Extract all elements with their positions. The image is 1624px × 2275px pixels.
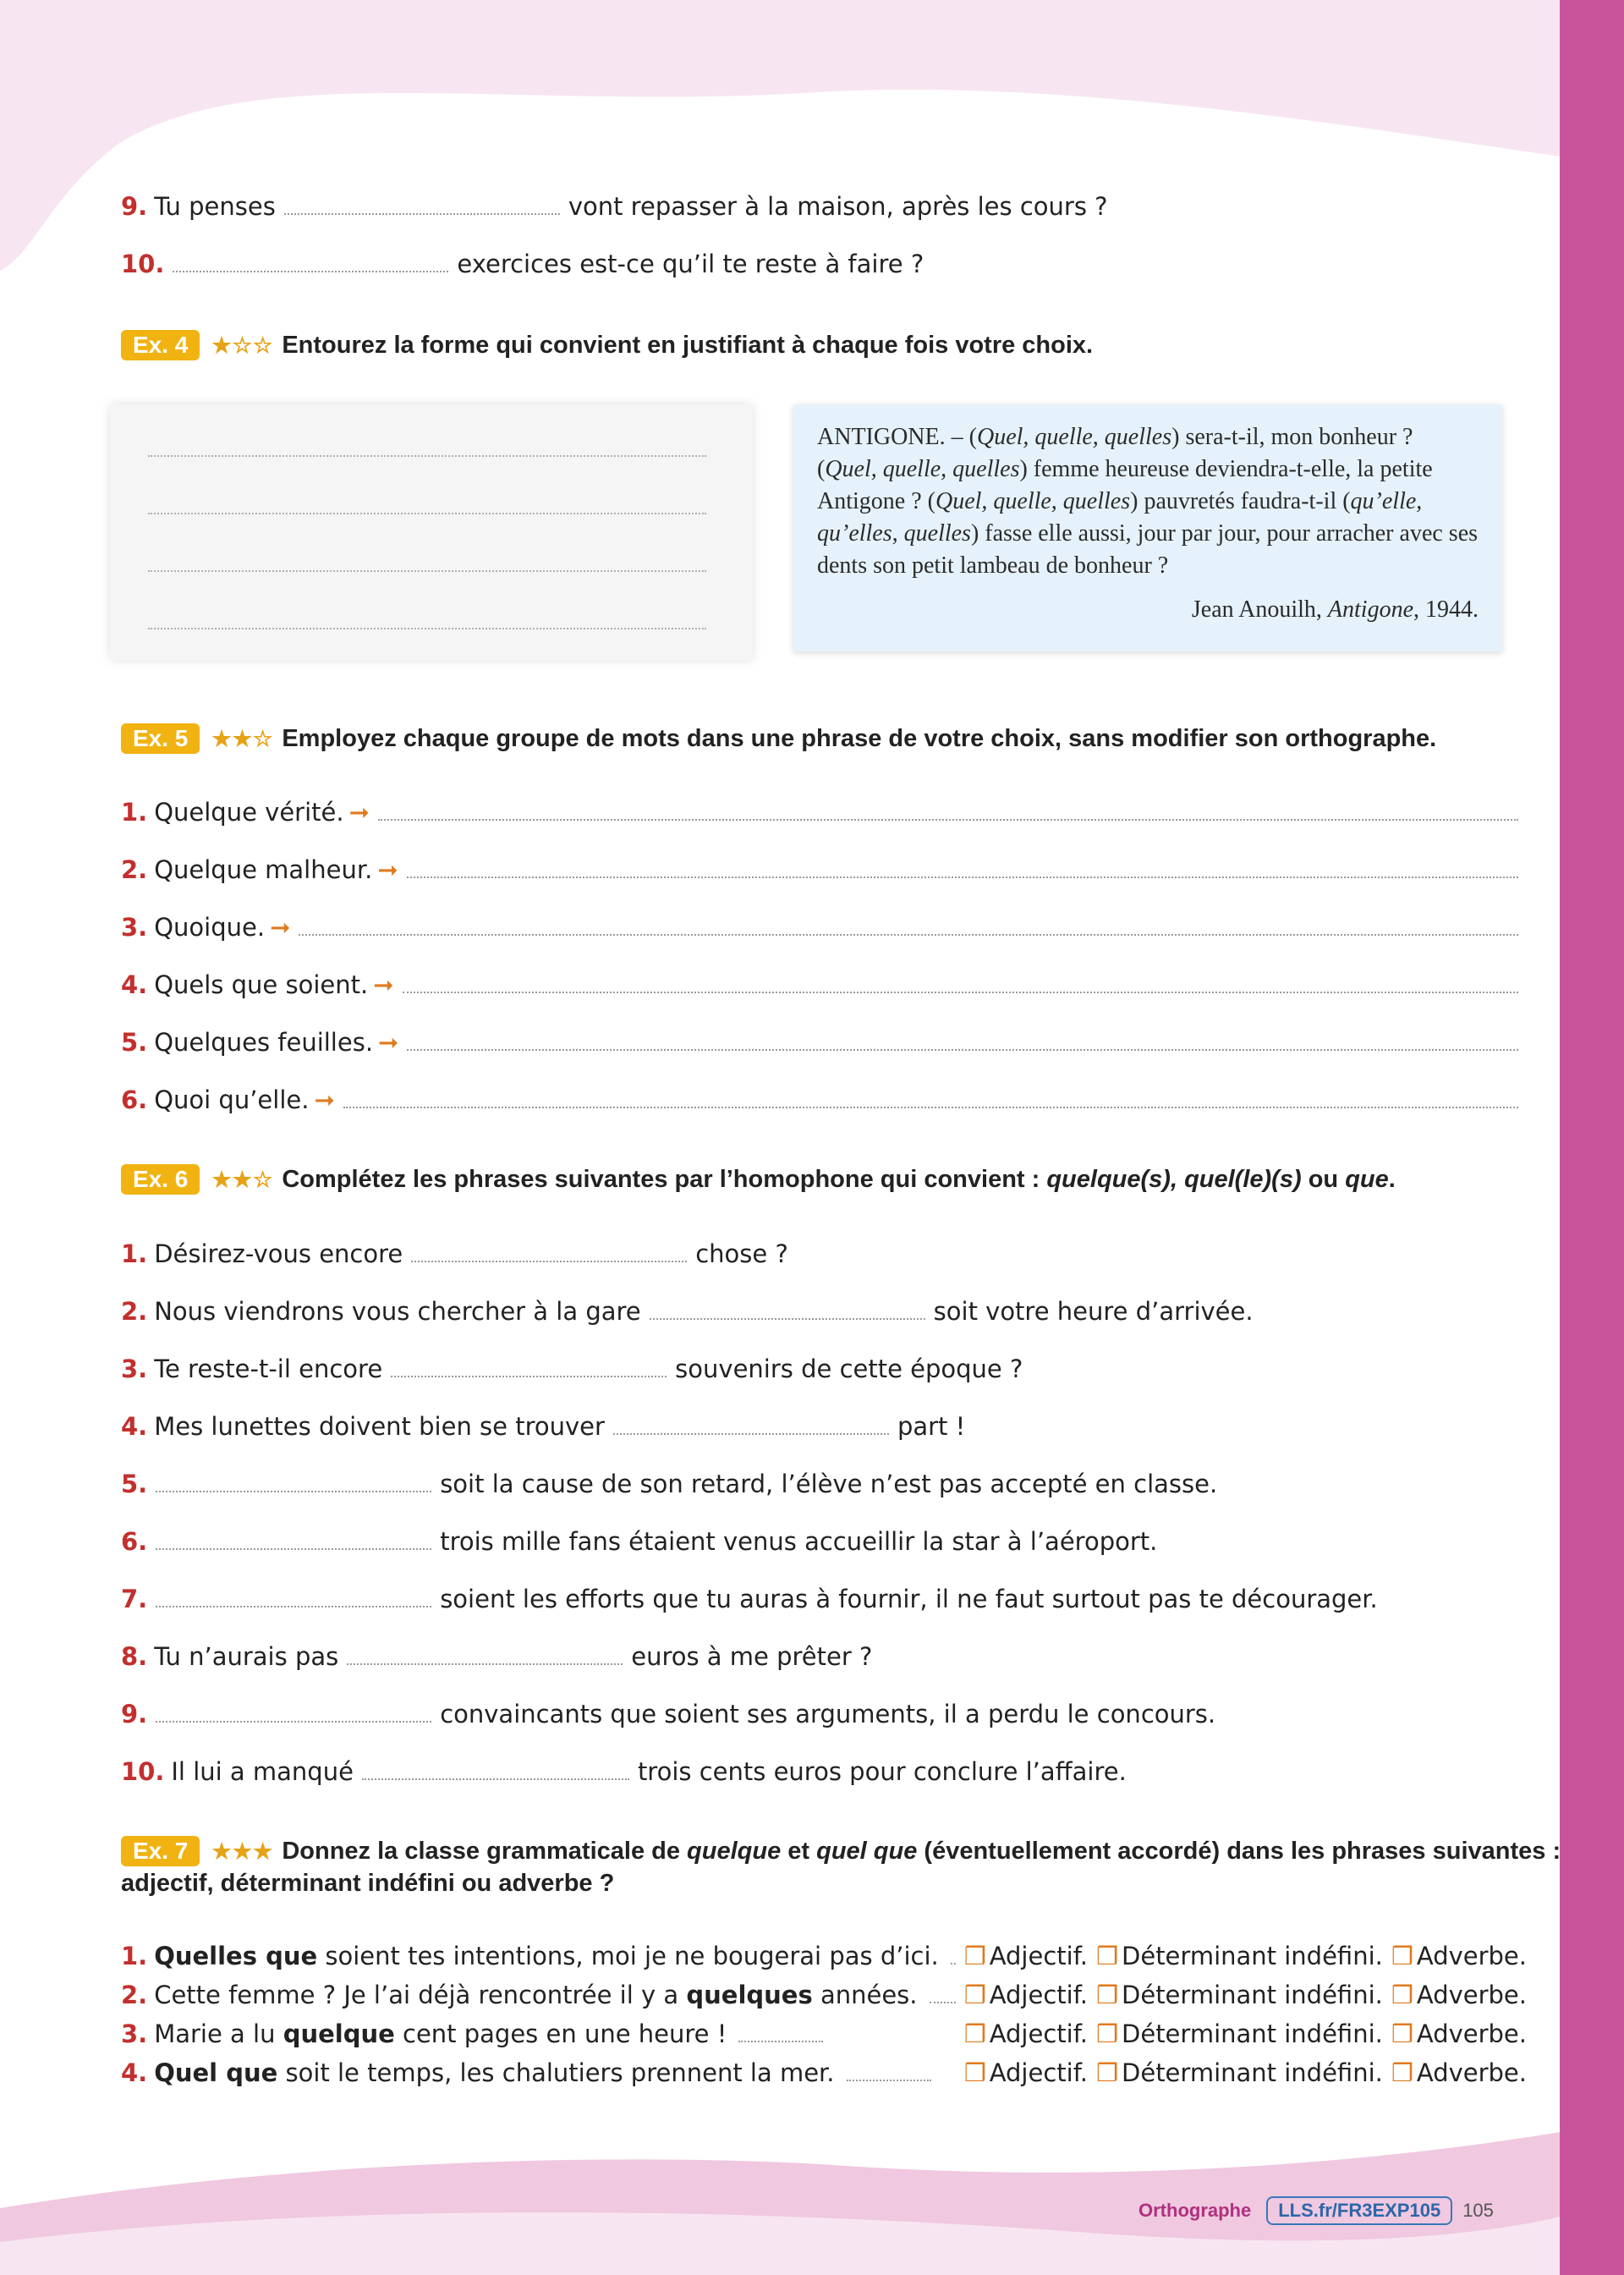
item-text-after: trois mille fans étaient venus accueillir la star à l’aéroport.	[440, 1527, 1158, 1556]
answer-blank[interactable]	[343, 1106, 1518, 1108]
ex5-item	[121, 970, 1527, 1000]
exercise-instruction: adjectif, déterminant indéfini ou adverbe ?	[121, 1870, 615, 1897]
answer-blank[interactable]	[951, 1962, 956, 1965]
item-text-before: Nous viendrons vous chercher à la gare	[154, 1297, 641, 1326]
item-text-after: chose ?	[695, 1239, 788, 1268]
item-number: 7.	[121, 1585, 148, 1613]
difficulty-stars-icon: ★★☆	[211, 1166, 274, 1192]
item-number: 9.	[121, 192, 148, 221]
item-text-before: Tu n’aurais pas	[154, 1642, 339, 1671]
item-number: 5.	[121, 1028, 148, 1057]
ex6-item	[121, 1354, 1023, 1384]
checkbox-icon[interactable]: ❒	[963, 1981, 986, 2009]
class-options	[964, 2019, 1527, 2049]
item-number: 10.	[121, 250, 165, 278]
class-options	[964, 2058, 1527, 2088]
answer-blank[interactable]	[391, 1375, 667, 1377]
option-adjectif[interactable]: ❒ Adjectif.	[963, 2019, 1089, 2048]
item-number: 9.	[121, 1700, 148, 1728]
option-adjectif[interactable]: ❒ Adjectif.	[963, 2058, 1089, 2087]
ex7-header	[121, 1836, 1561, 1866]
arrow-icon: ➞	[348, 798, 370, 827]
answer-line[interactable]	[148, 455, 706, 457]
item-number: 6.	[121, 1085, 148, 1114]
exercise-badge: Ex. 5	[121, 723, 200, 754]
exercise-instruction: Entourez la forme qui convient en justifiant à chaque fois votre choix.	[282, 331, 1094, 359]
arrow-icon: ➞	[377, 855, 398, 884]
ex6-item	[121, 1699, 1215, 1729]
arrow-icon: ➞	[314, 1085, 335, 1114]
answer-blank[interactable]	[407, 1048, 1518, 1051]
item-text-before: Tu penses	[154, 192, 276, 221]
checkbox-icon[interactable]: ❒	[1096, 1981, 1119, 2009]
option-adverbe[interactable]: ❒ Adverbe.	[1391, 1942, 1527, 1970]
answer-blank[interactable]	[930, 2001, 956, 2003]
answer-blank[interactable]	[362, 1778, 629, 1780]
item-text-after: trois cents euros pour conclure l’affaire.	[637, 1757, 1127, 1786]
item-sentence: Marie a lu quelque cent pages en une heure !	[154, 2019, 727, 2048]
answer-blank[interactable]	[156, 1547, 431, 1550]
ex5-item	[121, 1027, 1527, 1058]
answer-blank[interactable]	[411, 1260, 687, 1262]
footer-subject: Orthographe	[1138, 2200, 1252, 2221]
item-number: 1.	[121, 798, 148, 827]
page-number: 105	[1462, 2200, 1494, 2221]
exercise-instruction: Employez chaque groupe de mots dans une phrase de votre choix, sans modifier son orthographe.	[282, 724, 1437, 752]
answer-line[interactable]	[148, 570, 706, 572]
item-number: 2.	[121, 855, 148, 884]
answer-blank[interactable]	[650, 1317, 925, 1320]
answer-blank[interactable]	[378, 818, 1518, 821]
answer-blank[interactable]	[613, 1432, 889, 1435]
ex7-item	[121, 2019, 1527, 2049]
answer-blank[interactable]	[403, 991, 1518, 993]
ex3-item-9	[121, 191, 1108, 222]
ex6-item	[121, 1526, 1157, 1557]
ex5-item	[121, 797, 1527, 827]
ex6-item	[121, 1641, 872, 1672]
option-adverbe[interactable]: ❒ Adverbe.	[1391, 2058, 1527, 2087]
option-adjectif[interactable]: ❒ Adjectif.	[963, 1942, 1089, 1970]
ex7-item	[121, 2058, 1527, 2088]
exercise-instruction: Complétez les phrases suivantes par l’homophone qui convient : quelque(s), quel(le)(s) ou que.	[282, 1165, 1396, 1193]
option-determinant[interactable]: ❒ Déterminant indéfini.	[1096, 2058, 1383, 2087]
side-accent-band	[1560, 0, 1624, 2275]
difficulty-stars-icon: ★☆☆	[211, 332, 274, 358]
item-text: Quelques feuilles.	[154, 1028, 374, 1057]
ex7-item	[121, 1941, 1527, 1971]
exercise-badge: Ex. 7	[121, 1836, 200, 1866]
item-text-after: soit la cause de son retard, l’élève n’est pas accepté en classe.	[440, 1470, 1218, 1498]
answer-blank[interactable]	[847, 2079, 931, 2081]
item-text-after: vont repasser à la maison, après les cours ?	[568, 192, 1108, 221]
page-footer	[1138, 2196, 1494, 2225]
checkbox-icon[interactable]: ❒	[963, 2058, 986, 2087]
arrow-icon: ➞	[270, 913, 291, 942]
answer-blank[interactable]	[156, 1720, 431, 1723]
answer-blank[interactable]	[299, 933, 1518, 936]
ex6-item	[121, 1296, 1254, 1327]
item-number: 3.	[121, 2019, 148, 2048]
item-number: 4.	[121, 970, 148, 999]
option-adverbe[interactable]: ❒ Adverbe.	[1391, 1981, 1527, 2009]
item-text-after: euros à me prêter ?	[631, 1642, 873, 1671]
ex3-item-10	[121, 249, 924, 279]
option-determinant[interactable]: ❒ Déterminant indéfini.	[1096, 1981, 1383, 2009]
item-text-before: Il lui a manqué	[171, 1757, 354, 1786]
checkbox-icon[interactable]: ❒	[1391, 1942, 1413, 1970]
exercise-instruction: Donnez la classe grammaticale de quelque et quel que (éventuellement accordé) dans les phrases suivantes :	[282, 1837, 1561, 1865]
quote-text: ANTIGONE. – (Quel, quelle, quelles) sera-t-il, mon bonheur ? (Quel, quelle, quelles) femme heureuse deviendra-t-elle, la petite Antigone ? (Quel, quelle, quelles) pauvretés faudra-t-il (qu’elle, qu’elles, quelles) fasse elle aussi, jour par jour, pour arracher avec ses dents son petit lambeau de bonheur ?	[817, 424, 1479, 579]
option-determinant[interactable]: ❒ Déterminant indéfini.	[1096, 1942, 1383, 1970]
answer-blank[interactable]	[173, 270, 448, 272]
item-number: 3.	[121, 1355, 148, 1383]
option-determinant[interactable]: ❒ Déterminant indéfini.	[1096, 2019, 1383, 2048]
checkbox-icon[interactable]: ❒	[1391, 2058, 1413, 2087]
item-number: 4.	[121, 1412, 148, 1441]
item-number: 6.	[121, 1527, 148, 1556]
ex5-item	[121, 1085, 1527, 1115]
item-sentence: Quel que soit le temps, les chalutiers prennent la mer.	[154, 2058, 835, 2087]
answer-blank[interactable]	[347, 1662, 623, 1665]
answer-blank[interactable]	[156, 1605, 431, 1607]
ex7-header-line2	[121, 1870, 614, 1898]
exercise-badge: Ex. 4	[121, 330, 200, 360]
difficulty-stars-icon: ★★★	[211, 1838, 274, 1864]
checkbox-icon[interactable]: ❒	[963, 2019, 986, 2048]
item-text-before: Désirez-vous encore	[154, 1239, 403, 1268]
item-number: 10.	[121, 1757, 165, 1786]
item-number: 8.	[121, 1642, 148, 1671]
checkbox-icon[interactable]: ❒	[1096, 2019, 1119, 2048]
item-text-after: exercices est-ce qu’il te reste à faire ?	[457, 250, 924, 278]
answer-line[interactable]	[148, 513, 706, 514]
item-text-after: convaincants que soient ses arguments, il a perdu le concours.	[440, 1700, 1216, 1728]
answer-paper	[110, 404, 753, 660]
checkbox-icon[interactable]: ❒	[1096, 2058, 1119, 2087]
option-adjectif[interactable]: ❒ Adjectif.	[963, 1981, 1089, 2009]
item-text: Quels que soient.	[154, 970, 369, 999]
arrow-icon: ➞	[373, 970, 394, 999]
item-text: Quoi qu’elle.	[154, 1085, 310, 1114]
ex7-item	[121, 1980, 1527, 2010]
ex6-header	[121, 1164, 1396, 1195]
item-text: Quelque malheur.	[154, 855, 373, 884]
arrow-icon: ➞	[378, 1028, 399, 1057]
checkbox-icon[interactable]: ❒	[1391, 2019, 1413, 2048]
item-number: 3.	[121, 913, 148, 942]
answer-blank[interactable]	[407, 876, 1518, 878]
footer-link[interactable]: LLS.fr/FR3EXP105	[1266, 2196, 1452, 2225]
item-number: 1.	[121, 1239, 148, 1268]
item-text: Quoique.	[154, 913, 266, 942]
checkbox-icon[interactable]: ❒	[1391, 1981, 1413, 2009]
answer-blank[interactable]	[284, 212, 560, 215]
ex5-item	[121, 912, 1527, 942]
item-text: Quelque vérité.	[154, 798, 344, 827]
class-options	[964, 1941, 1527, 1971]
item-text-after: soient les efforts que tu auras à fournir, il ne faut surtout pas te décourager.	[440, 1585, 1378, 1613]
ex4-header	[121, 330, 1093, 360]
ex6-item	[121, 1239, 788, 1269]
item-text-after: part !	[897, 1412, 966, 1441]
answer-blank[interactable]	[738, 2040, 823, 2042]
answer-blank[interactable]	[156, 1490, 431, 1492]
item-text-after: soit votre heure d’arrivée.	[933, 1297, 1254, 1326]
ex6-item	[121, 1469, 1217, 1499]
answer-line[interactable]	[148, 628, 706, 629]
difficulty-stars-icon: ★★☆	[211, 725, 274, 751]
item-text-before: Mes lunettes doivent bien se trouver	[154, 1412, 605, 1441]
item-number: 2.	[121, 1297, 148, 1326]
exercise-badge: Ex. 6	[121, 1164, 200, 1195]
antigone-quote	[793, 404, 1502, 651]
ex6-item	[121, 1756, 1127, 1787]
ex6-item	[121, 1411, 965, 1442]
item-sentence: Quelles que soient tes intentions, moi je ne bougerai pas d’ici.	[154, 1942, 939, 1970]
quote-source: Jean Anouilh, Antigone, 1944.	[1191, 596, 1479, 623]
option-adverbe[interactable]: ❒ Adverbe.	[1391, 2019, 1527, 2048]
checkbox-icon[interactable]: ❒	[963, 1942, 986, 1970]
item-number: 2.	[121, 1981, 148, 2009]
item-number: 5.	[121, 1470, 148, 1498]
ex6-item	[121, 1584, 1378, 1614]
class-options	[964, 1980, 1527, 2010]
item-text-before: Te reste-t-il encore	[154, 1355, 383, 1383]
item-number: 1.	[121, 1942, 148, 1970]
item-sentence: Cette femme ? Je l’ai déjà rencontrée il y a quelques années.	[154, 1981, 918, 2009]
item-text-after: souvenirs de cette époque ?	[675, 1355, 1023, 1383]
ex5-header	[121, 723, 1436, 754]
item-number: 4.	[121, 2058, 148, 2087]
ex5-item	[121, 854, 1527, 885]
checkbox-icon[interactable]: ❒	[1096, 1942, 1119, 1970]
